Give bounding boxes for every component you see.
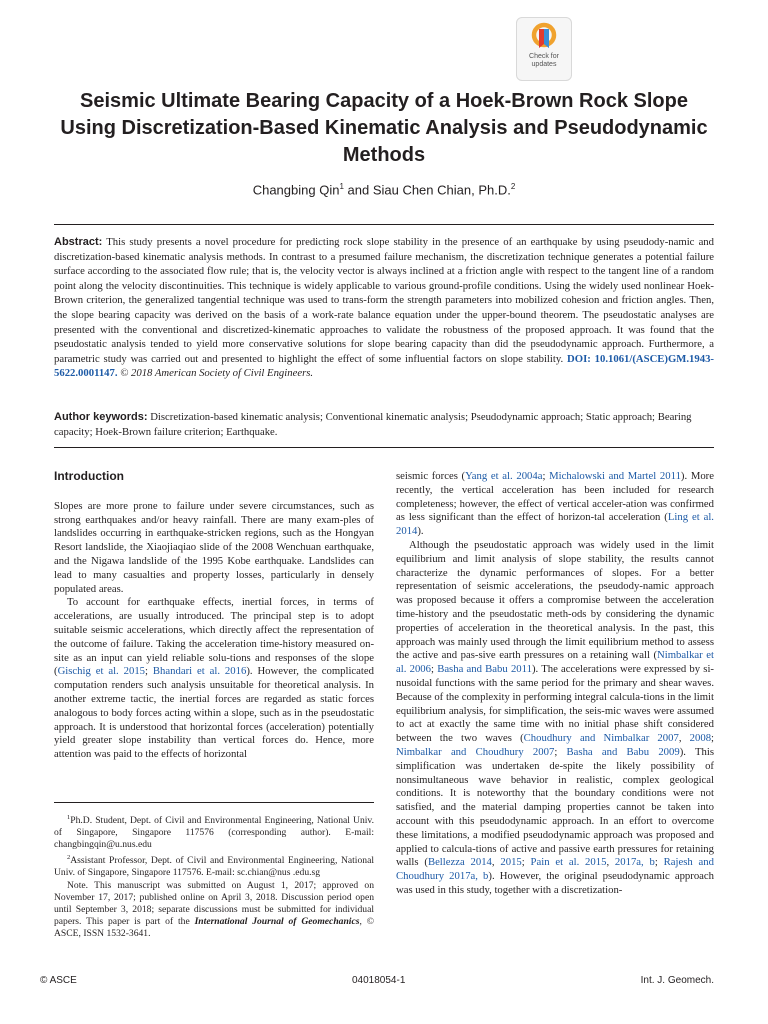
text-run: ). However, the complicated computation renders such analysis unsuitable for theoretical analysis. In another extreme tactic, the inertial forces are regarded as static forces analogous to body forces acting within a slope, such as in the pseudostatic approach. It is understood that horizontal forces (acceleration) potentially yield greater slope instability than vertical forces do. Hence, more attention was paid to the effects of horizontal xyxy=(54,665,374,761)
intro-paragraph-2 xyxy=(54,596,374,762)
author-keywords xyxy=(54,410,714,439)
author-1-marker: 1 xyxy=(339,182,344,191)
text-run: , xyxy=(491,856,501,869)
citation-link[interactable]: Pain et al. 2015 xyxy=(530,856,607,869)
citation-link[interactable]: Ling et al. 2014 xyxy=(396,511,714,538)
citation-link[interactable]: Bhandari et al. 2016 xyxy=(152,665,247,678)
footnote-text: Ph.D. Student, Dept. of Civil and Environmental Engineering, National Univ. of Singapore, Singapore 117576 (corresponding author). E-mail: changbingqin@u.nus.edu xyxy=(54,815,374,850)
footer-article-number: 04018054-1 xyxy=(352,975,406,986)
author-2-marker: 2 xyxy=(510,182,516,191)
right-paragraph-1 xyxy=(396,470,714,539)
citation-link[interactable]: Nimbalkar et al. 2006 xyxy=(396,649,714,676)
citation-link[interactable]: 2008 xyxy=(689,732,712,745)
paper-title: Seismic Ultimate Bearing Capacity of a Hoek-Brown Rock Slope Using Discretization-Based Kinematic Analysis and Pseudodynamic Methods xyxy=(60,90,708,166)
text-run: , xyxy=(678,732,690,745)
author-connector: and xyxy=(343,182,373,198)
author-2: Siau Chen Chian, Ph.D. xyxy=(372,182,511,198)
citation-link[interactable]: Basha and Babu 2011 xyxy=(437,663,532,676)
citation-link[interactable]: Basha and Babu 2009 xyxy=(566,745,680,758)
text-run: ; xyxy=(542,470,550,482)
footnote-marker: 1 xyxy=(67,814,71,821)
doi-link[interactable]: 10.1061/(ASCE)GM.1943-5622.0001147. xyxy=(54,352,714,380)
citation-link[interactable]: Yang et al. 2004a xyxy=(465,470,543,482)
abstract-label: Abstract: xyxy=(54,236,103,248)
citation-link[interactable]: Bellezza 2014 xyxy=(427,856,492,869)
copyright-notice: © 2018 American Society of Civil Engineers. xyxy=(117,367,314,380)
text-run: , xyxy=(606,856,615,869)
footnote-1 xyxy=(54,812,374,851)
text-run: ; xyxy=(145,665,153,678)
footnote-separator xyxy=(54,802,374,803)
keywords-label: Author keywords: xyxy=(54,411,148,423)
citation-link[interactable]: 2017a, b xyxy=(614,856,655,869)
footer-publisher: © ASCE xyxy=(40,975,77,986)
top-rule xyxy=(54,224,714,225)
text-run: ; xyxy=(521,856,531,869)
text-run: ; xyxy=(430,663,438,676)
footnote-text: Assistant Professor, Dept. of Civil and Environmental Engineering, National Univ. of Singapore, Singapore 117576. E-mail: sc.chian@nus .edu.sg xyxy=(54,855,374,878)
doi-label: DOI: xyxy=(567,352,591,365)
footer-journal: Int. J. Geomech. xyxy=(640,975,714,986)
text-run: ; xyxy=(554,745,567,758)
updates-icon xyxy=(531,22,557,52)
badge-line-1: Check for xyxy=(529,53,559,60)
author-line xyxy=(60,182,708,197)
text-run: ). This simplification was undertaken de-spite the likely possibility of nonsimultaneous wave behavior in realistic, complex geological conditions. It is noteworthy that the boundary conditions were not satisfied, and the material damping properties cannot be taken into account with this pseudodynamic approach. In an effort to overcome these limitations, a modified pseudodynamic approach was proposed and applied to calcula-tions of active and passive earth pressures for retaining walls ( xyxy=(396,745,714,869)
abstract xyxy=(54,235,714,381)
citation-link[interactable]: Gischig et al. 2015 xyxy=(57,665,146,678)
section-heading-introduction: Introduction xyxy=(54,469,124,483)
footnote-marker: 2 xyxy=(67,853,71,861)
citation-link[interactable]: 2015 xyxy=(500,856,522,869)
intro-paragraph-1: Slopes are more prone to failure under severe circumstances, such as strong earthquakes and/or heavy rainfall. There are many exam-ples of landslides occurring in earthquake-stricken regions, such as the Hongyan Resort landslide, the Xiaojiaqiao slide of the 2008 Wenchuan earthquake, and the Nigawa landslide of the 1995 Kobe earthquake. Landslides can lead to many casualties and property losses, particularly in densely populated areas. xyxy=(54,499,374,595)
page-footer xyxy=(40,975,714,989)
left-column xyxy=(54,470,374,762)
text-run: ). More recently, the vertical acceleration has been included for research completeness; however, the effect of vertical acceler-ation was confirmed as less significant than the effect of horizon-tal acceleration ( xyxy=(396,470,714,524)
note-text: , © ASCE, ISSN 1532-3641. xyxy=(54,915,374,939)
text-run: ; xyxy=(711,732,715,745)
text-run: Although the pseudostatic approach was widely used in the limit equilibrium and limit analysis of slope stability, the results cannot characterize the dynamic performances of slopes. For a better representation of seismic accelerations, the pseudody-namic approach was proposed because it offers a compromise between the acceleration time-history and the pseudostatic meth-ods by considering the dynamic properties of acceleration in the theoretical analysis. In the past, this approach was mainly used through the limit equilibrium method to assess the active and pas-sive earth pressures on a retaining wall ( xyxy=(396,538,714,662)
badge-line-2: updates xyxy=(531,61,557,68)
footnote-2 xyxy=(54,852,374,879)
abstract-bottom-rule xyxy=(54,447,714,448)
author-1: Changbing Qin xyxy=(252,182,340,198)
text-run: ). However, the original pseudodynamic approach was used in this study, together with a discretization- xyxy=(396,870,715,896)
note-text: Note. This manuscript was submitted on August 1, 2017; approved on November 17, 2017; published online on April 3, 2018. Discussion period open until September 3, 2018; separate discussions must be submitted for individual papers. This paper is part of the xyxy=(54,879,374,927)
text-run: seismic forces ( xyxy=(396,470,466,482)
text-run: ). The accelerations were expressed by si-nusoidal functions with the same period for the primary and shear waves. Because of the complexity in performing integral calcula-tions in the limit equilibrium analysis, for simplification, the seis-mic waves were assumed to act at exactly the same time with no initial phase shift considered between the two waves ( xyxy=(396,663,714,745)
citation-link[interactable]: Choudhury and Nimbalkar 2007 xyxy=(523,732,679,745)
abstract-text: This study presents a novel procedure for predicting rock slope stability in the presence of an earthquake by using pseudody-namic and discretization-based kinematic analysis methods. In contrast to a presumed failure mechanism, the discretization technique generates a potential failure surface according to the associated flow rule; that is, the velocity vector is always inclined at a friction angle with respect to the tangent line of a random point along the velocity discontinuities. This technique is widely applicable to various ground-profile conditions. Using the widely used nonlinear Hoek-Brown criterion, the generalized tangential technique was used to trans-form the strength parameters into mobilized cohesion and friction angles. Then, the slope bearing capacity was derived on the basis of a work-rate balance equation under the upper-bound theorem. The pseudostatic analyses are presented with the conventional and discretized-kinematic approaches to validate the robustness of the proposed approach. It was found that the pseudostatic analysis tended to yield more conservative solutions for slope bearing capacity than did the pseudodynamic approach. Furthermore, a parametric study was carried out and presented to highlight the effect of some influential factors on slope stability. xyxy=(54,236,714,365)
text-run: ). xyxy=(417,525,424,538)
text-run: To account for earthquake effects, inertial forces, in terms of accelerations, are usually introduced. The principal step is to adopt suitable seismic accelerations, which directly affect the representation of the outcome of failure. Taking the acceleration time-history measured on-site as an input can yield reliable solu-tions and responses of the slope ( xyxy=(54,596,374,678)
right-paragraph-2 xyxy=(396,539,714,898)
text-run: ; xyxy=(654,856,664,869)
citation-link[interactable]: Rajesh and Choudhury 2017a, b xyxy=(396,856,714,883)
check-for-updates-badge[interactable] xyxy=(516,17,572,81)
right-column xyxy=(396,470,714,898)
submission-note xyxy=(54,880,374,940)
footnotes xyxy=(54,812,374,940)
journal-name: International Journal of Geomechanics xyxy=(194,915,360,927)
citation-link[interactable]: Nimbalkar and Choudhury 2007 xyxy=(396,745,555,758)
citation-link[interactable]: Michalowski and Martel 2011 xyxy=(549,470,681,482)
keywords-text: Discretization-based kinematic analysis; Conventional kinematic analysis; Pseudodynamic approach; Static approach; Bearing capacity; Hoek-Brown failure criterion; Earthquake. xyxy=(54,411,692,438)
